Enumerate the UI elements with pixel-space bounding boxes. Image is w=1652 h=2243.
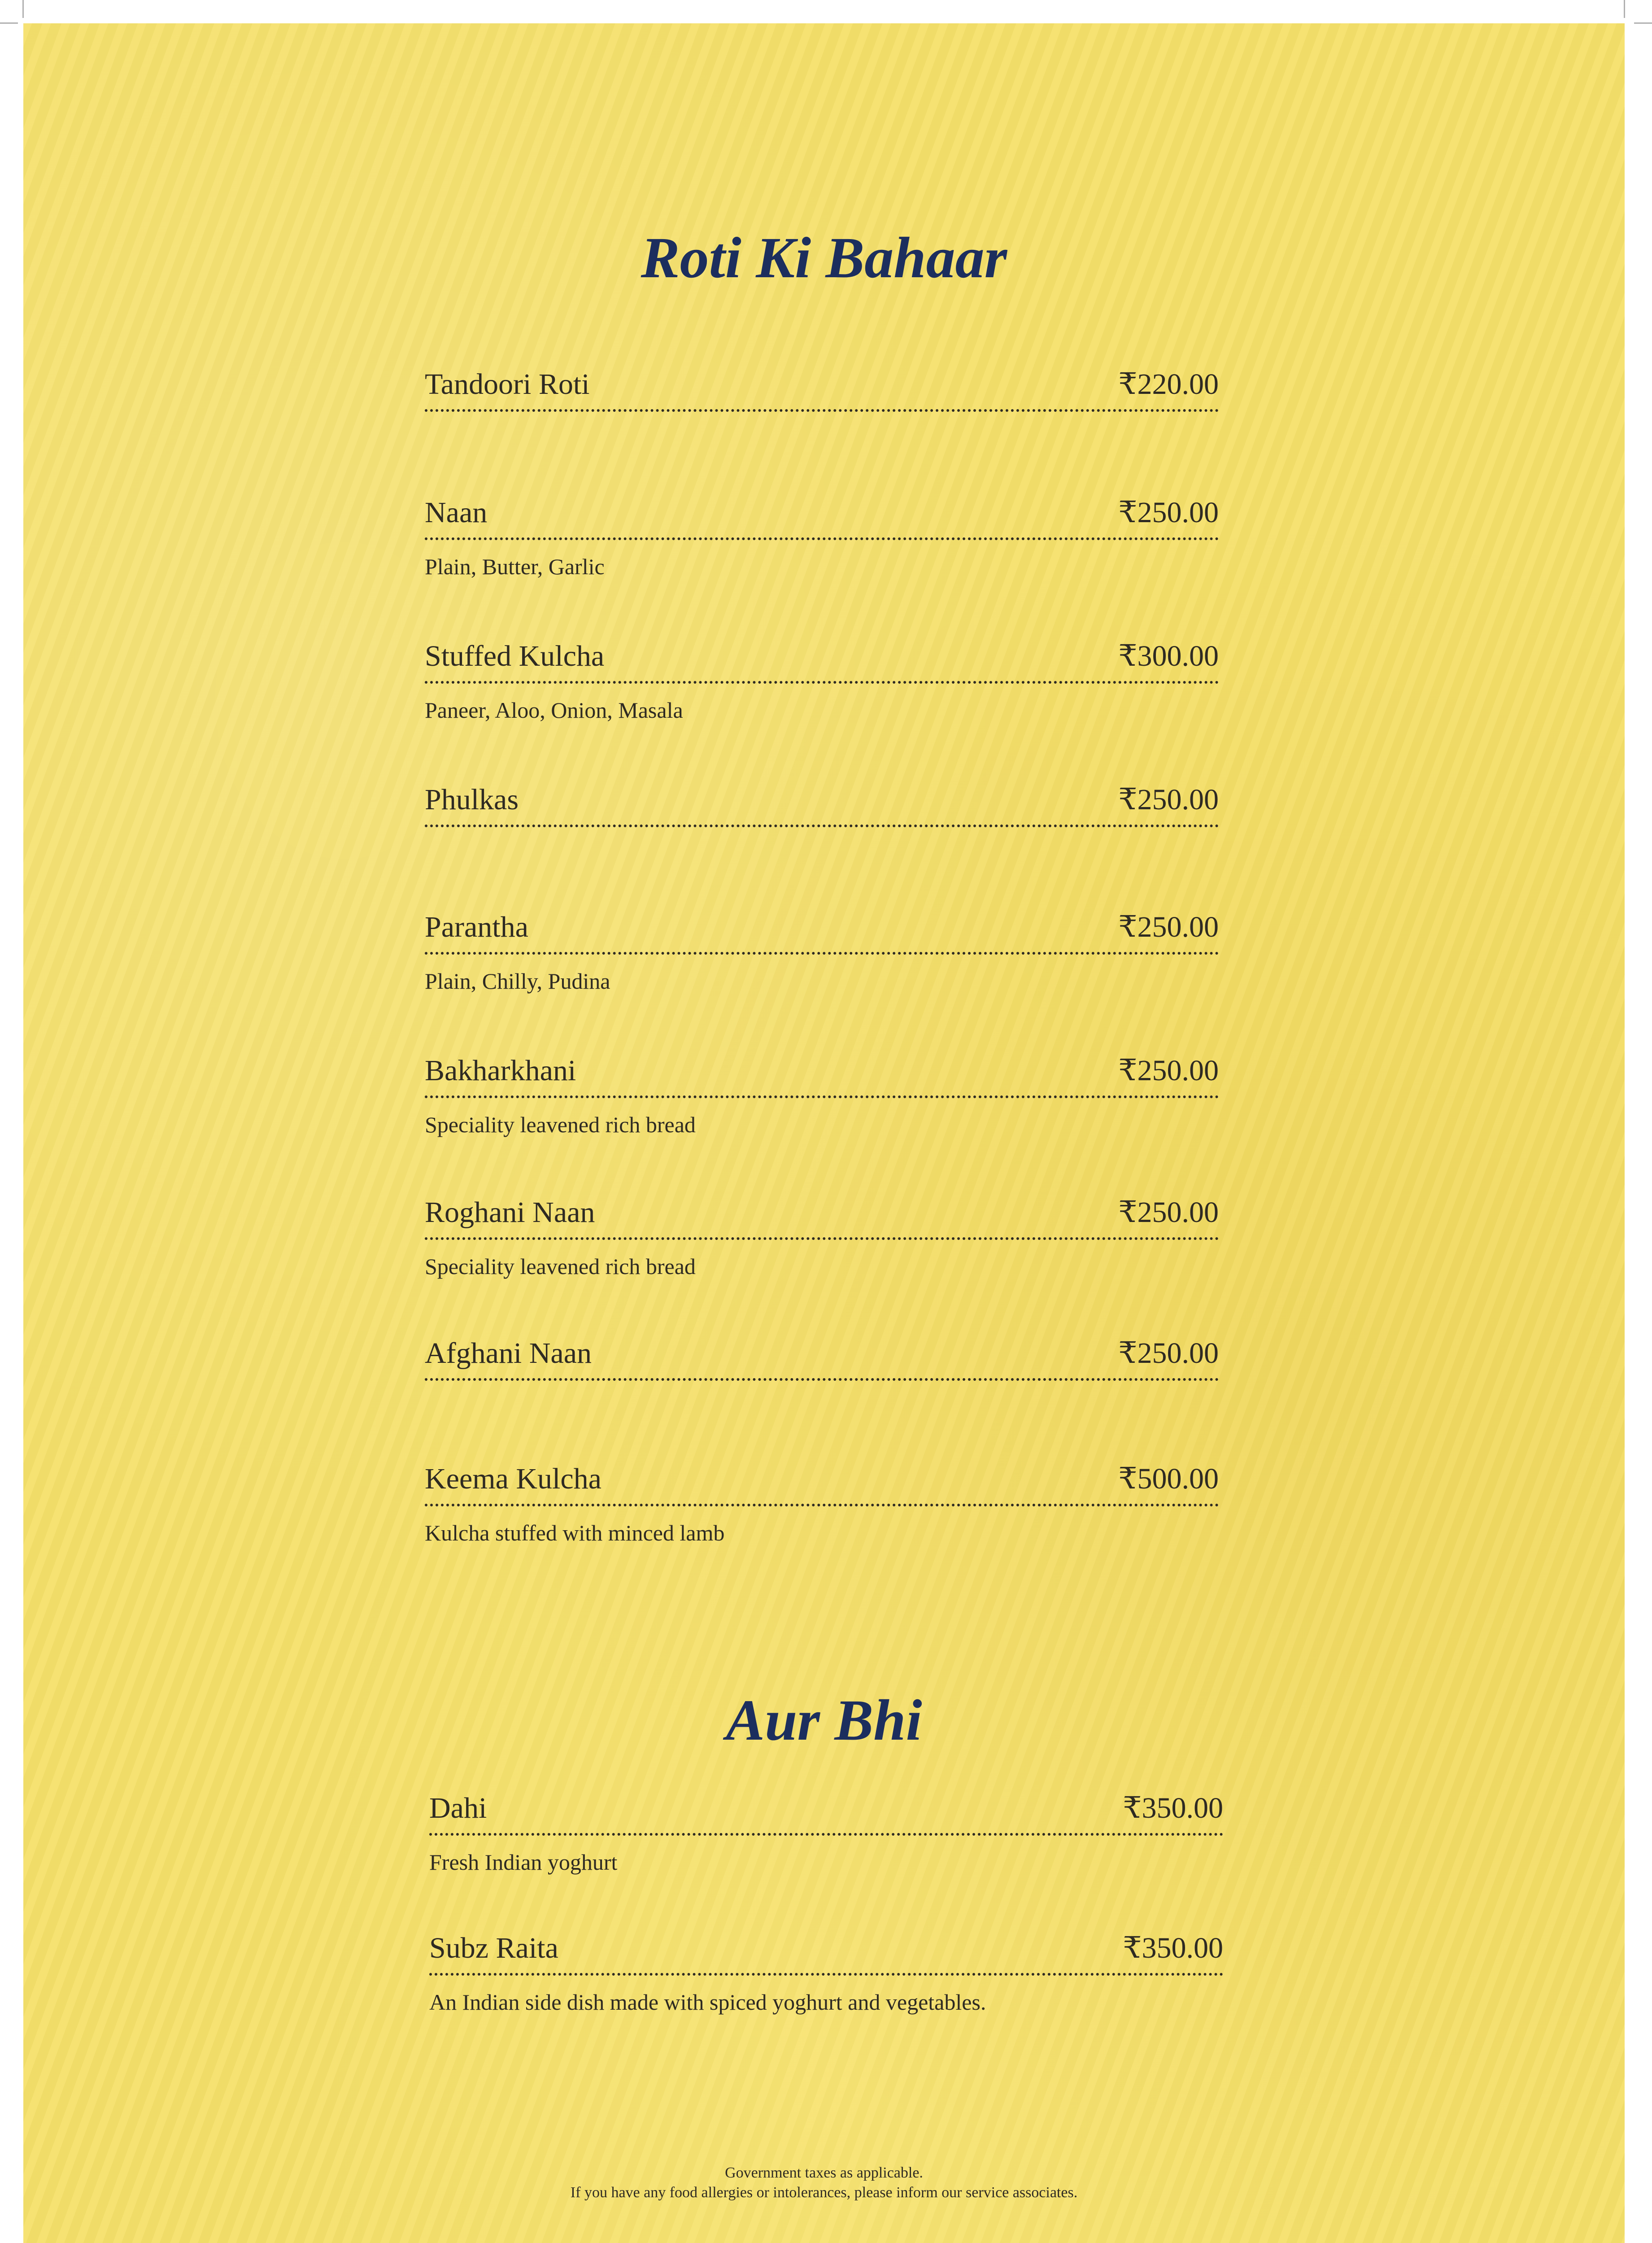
item-price: ₹220.00 — [1118, 368, 1219, 401]
menu-page — [23, 23, 1625, 2243]
menu-item-phulkas — [425, 785, 1219, 827]
item-name: Naan — [425, 496, 488, 529]
footer-taxes: Government taxes as applicable. — [725, 2164, 923, 2181]
footer-note — [23, 2163, 1625, 2203]
item-price: ₹300.00 — [1118, 640, 1219, 672]
crop-mark — [0, 22, 18, 24]
item-name: Phulkas — [425, 783, 519, 816]
item-description: Speciality leavened rich bread — [425, 1254, 696, 1279]
item-name: Keema Kulcha — [425, 1462, 602, 1495]
footer-allergies: If you have any food allergies or intolerances, please inform our service associates. — [570, 2184, 1078, 2201]
item-name: Afghani Naan — [425, 1337, 592, 1370]
menu-item-parantha — [425, 912, 1219, 992]
item-name: Stuffed Kulcha — [425, 640, 605, 672]
item-price: ₹350.00 — [1123, 1792, 1223, 1824]
item-price: ₹250.00 — [1118, 1054, 1219, 1087]
item-price: ₹250.00 — [1118, 911, 1219, 943]
section-title-aur-bhi: Aur Bhi — [726, 1688, 922, 1753]
item-description: Plain, Butter, Garlic — [425, 554, 605, 579]
menu-item-dahi — [429, 1794, 1223, 1873]
item-price: ₹250.00 — [1118, 1196, 1219, 1229]
item-description: Plain, Chilly, Pudina — [425, 969, 610, 994]
section-title-roti-ki-bahaar: Roti Ki Bahaar — [641, 226, 1007, 290]
menu-item-naan — [425, 498, 1219, 578]
item-name: Bakharkhani — [425, 1054, 576, 1087]
menu-item-bakharkhani — [425, 1056, 1219, 1136]
item-name: Parantha — [425, 911, 528, 943]
item-price: ₹250.00 — [1118, 496, 1219, 529]
item-price: ₹250.00 — [1118, 783, 1219, 816]
item-name: Roghani Naan — [425, 1196, 595, 1229]
item-description: Speciality leavened rich bread — [425, 1112, 696, 1137]
menu-item-roghani-naan — [425, 1198, 1219, 1278]
item-description: Kulcha stuffed with minced lamb — [425, 1520, 725, 1545]
menu-item-tandoori-roti — [425, 370, 1219, 412]
menu-item-stuffed-kulcha — [425, 641, 1219, 721]
item-name: Subz Raita — [429, 1932, 558, 1964]
menu-item-afghani-naan — [425, 1339, 1219, 1381]
crop-mark — [1624, 0, 1625, 18]
item-price: ₹350.00 — [1123, 1932, 1223, 1964]
item-name: Tandoori Roti — [425, 368, 590, 401]
item-description: An Indian side dish made with spiced yoghurt and vegetables. — [429, 1990, 986, 2015]
item-description: Fresh Indian yoghurt — [429, 1850, 618, 1875]
crop-mark — [22, 0, 24, 18]
item-price: ₹250.00 — [1118, 1337, 1219, 1370]
menu-item-keema-kulcha — [425, 1464, 1219, 1544]
crop-mark — [1634, 22, 1652, 24]
item-description: Paneer, Aloo, Onion, Masala — [425, 698, 683, 723]
item-price: ₹500.00 — [1118, 1462, 1219, 1495]
item-name: Dahi — [429, 1792, 487, 1824]
menu-item-subz-raita — [429, 1933, 1223, 2013]
